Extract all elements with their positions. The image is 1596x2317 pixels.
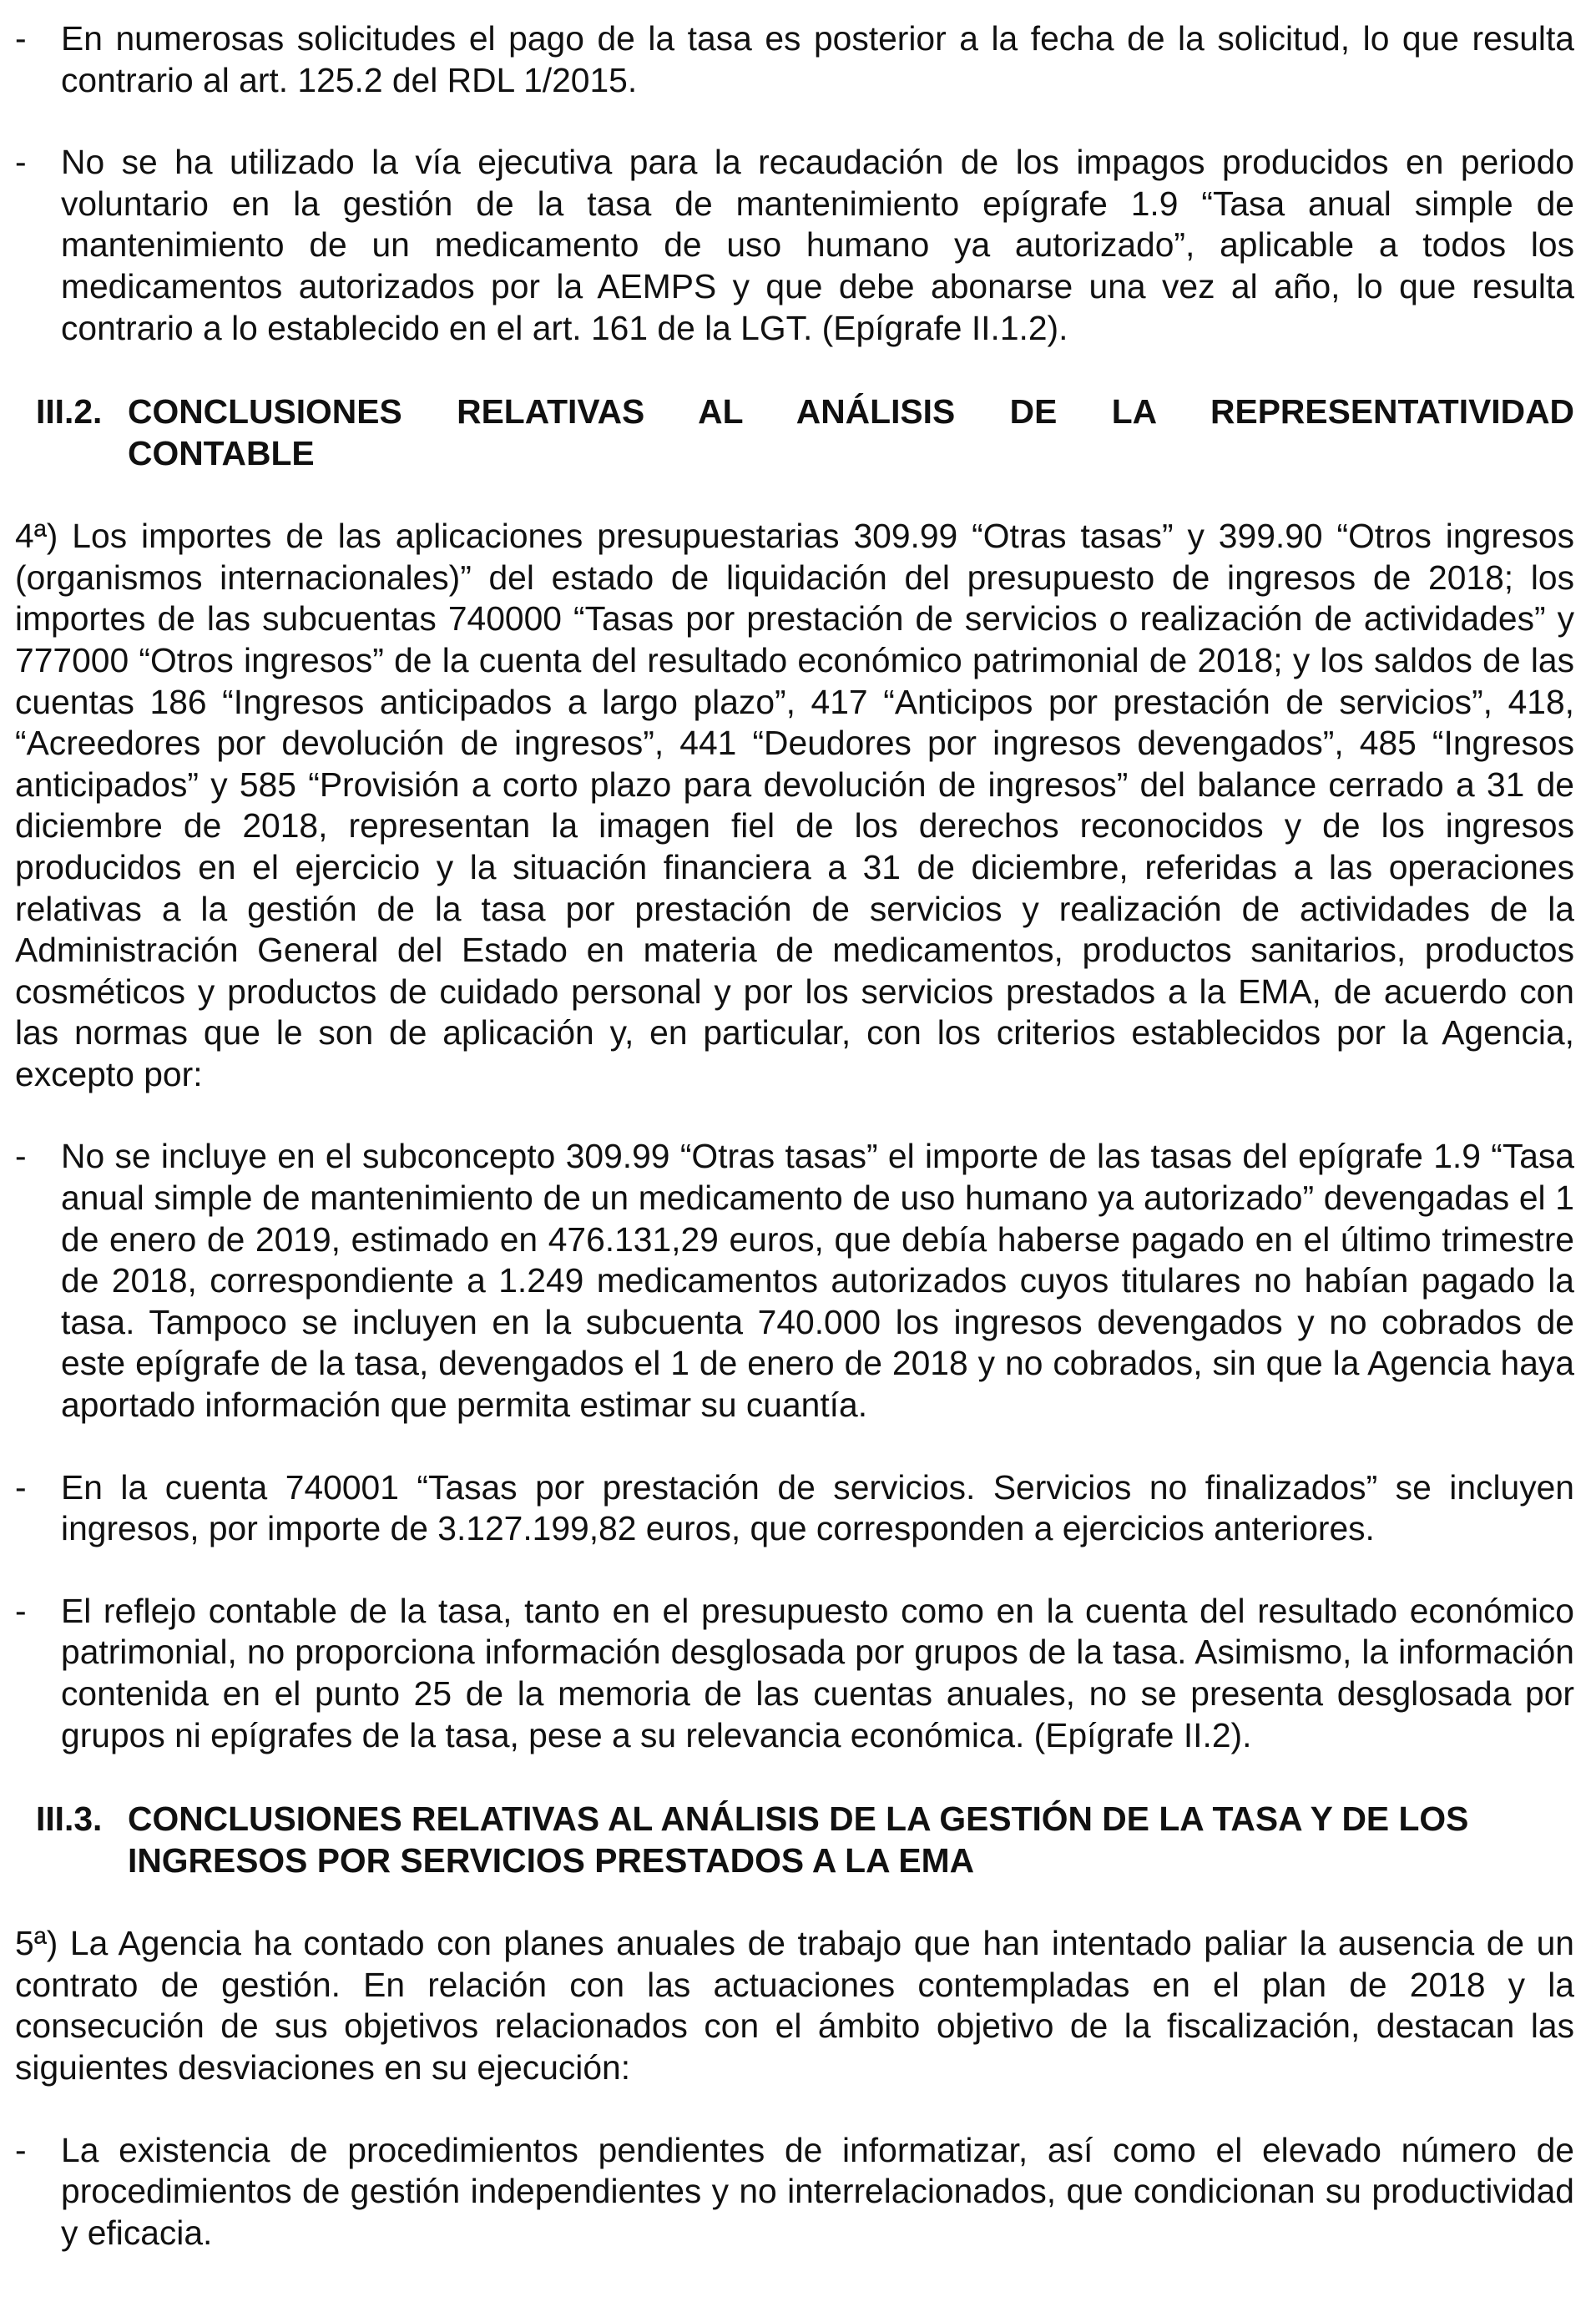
section-title-line: CONCLUSIONES RELATIVAS AL ANÁLISIS DE LA REPRESENTATIVIDAD — [128, 392, 1574, 432]
bullet-item — [15, 1591, 1574, 1756]
bullet-item — [15, 1136, 1574, 1426]
bullet-item — [15, 142, 1574, 349]
bullet-dash: - — [15, 1591, 27, 1630]
bullet-dash: - — [15, 2130, 27, 2169]
bullet-text: No se ha utilizado la vía ejecutiva para la recaudación de los impagos producidos en periodo voluntario en la gestión de la tasa de mantenimiento epígrafe 1.9 “Tasa anual simple de mantenimiento de un medicamento de uso humano ya autorizado”, aplicable a todos los medicamentos autorizados por la AEMPS y que debe abonarse una vez al año, lo que resulta contrario a lo establecido en el art. 161 de la LGT. (Epígrafe II.1.2). — [61, 143, 1574, 347]
section-heading-iii-3 — [15, 1798, 1574, 1881]
bullet-dash: - — [15, 19, 27, 58]
bullet-item — [15, 18, 1574, 101]
bullet-text: No se incluye en el subconcepto 309.99 “Otras tasas” el importe de las tasas del epígrafe 1.9 “Tasa anual simple de mantenimiento de un medicamento de uso humano ya autorizado” devengadas el 1 de enero de 2019, estimado en 476.131,29 euros, que debía haberse pagado en el último trimestre de 2018, correspondiente a 1.249 medicamentos autorizados cuyos titulares no habían pagado la tasa. Tampoco se incluyen en la subcuenta 740.000 los ingresos devengados y no cobrados de este epígrafe de la tasa, devengados el 1 de enero de 2018 y no cobrados, sin que la Agencia haya aportado información que permita estimar su cuantía. — [61, 1137, 1574, 1425]
document-page — [15, 18, 1574, 2254]
bullet-text: En la cuenta 740001 “Tasas por prestación de servicios. Servicios no finalizados” se incluyen ingresos, por importe de 3.127.199,82 euros, que corresponden a ejercicios anteriores. — [61, 1467, 1574, 1548]
section-title-line: CONTABLE — [128, 434, 315, 473]
section-title — [128, 391, 1574, 474]
section-title — [128, 1798, 1574, 1881]
conclusion-paragraph-5: 5ª) La Agencia ha contado con planes anuales de trabajo que han intentado paliar la ausencia de un contrato de gestión. En relación con las actuaciones contempladas en el plan de 2018 y la consecución de sus objetivos relacionados con el ámbito objetivo de la fiscalización, destacan las siguientes desviaciones en su ejecución: — [15, 1924, 1574, 2087]
bullet-text: La existencia de procedimientos pendientes de informatizar, así como el elevado número de procedimientos de gestión independientes y no interrelacionados, que condicionan su productividad y eficacia. — [61, 2130, 1574, 2252]
section-title-line: CONCLUSIONES RELATIVAS AL ANÁLISIS DE LA GESTIÓN DE LA TASA Y DE LOS — [128, 1800, 1469, 1839]
bullet-text: En numerosas solicitudes el pago de la tasa es posterior a la fecha de la solicitud, lo que resulta contrario al art. 125.2 del RDL 1/2015. — [61, 19, 1574, 99]
conclusion-paragraph-4: 4ª) Los importes de las aplicaciones presupuestarias 309.99 “Otras tasas” y 399.90 “Otros ingresos (organismos internacionales)” del estado de liquidación del presupuesto de ingresos de 2018; los importes de las subcuentas 740000 “Tasas por prestación de servicios o realización de actividades” y 777000 “Otros ingresos” de la cuenta del resultado económico patrimonial de 2018; y los saldos de las cuentas 186 “Ingresos anticipados a largo plazo”, 417 “Anticipos por prestación de servicios”, 418, “Acreedores por devolución de ingresos”, 441 “Deudores por ingresos devengados”, 485 “Ingresos anticipados” y 585 “Provisión a corto plazo para devolución de ingresos” del balance cerrado a 31 de diciembre de 2018, representan la imagen fiel de los derechos reconocidos y de los ingresos producidos en el ejercicio y la situación financiera a 31 de diciembre, referidas a las operaciones relativas a la gestión de la tasa por prestación de servicios y realización de actividades de la Administración General del Estado en materia de medicamentos, productos sanitarios, productos cosméticos y productos de cuidado personal y por los servicios prestados a la EMA, de acuerdo con las normas que le son de aplicación y, en particular, con los criterios establecidos por la Agencia, excepto por: — [15, 517, 1574, 1093]
section-title-line: INGRESOS POR SERVICIOS PRESTADOS A LA EMA — [128, 1841, 975, 1880]
section-number: III.2. — [36, 392, 103, 432]
bullet-text: El reflejo contable de la tasa, tanto en el presupuesto como en la cuenta del resultado económico patrimonial, no proporciona información desglosada por grupos de la tasa. Asimismo, la información contenida en el punto 25 de la memoria de las cuentas anuales, no se presenta desglosada por grupos ni epígrafes de la tasa, pese a su relevancia económica. (Epígrafe II.2). — [61, 1591, 1574, 1754]
bullet-dash: - — [15, 1467, 27, 1507]
bullet-item — [15, 1467, 1574, 1550]
bullet-dash: - — [15, 1137, 27, 1176]
bullet-item — [15, 2130, 1574, 2254]
bullet-dash: - — [15, 143, 27, 182]
section-heading-iii-2 — [15, 391, 1574, 474]
section-number: III.3. — [36, 1800, 103, 1839]
